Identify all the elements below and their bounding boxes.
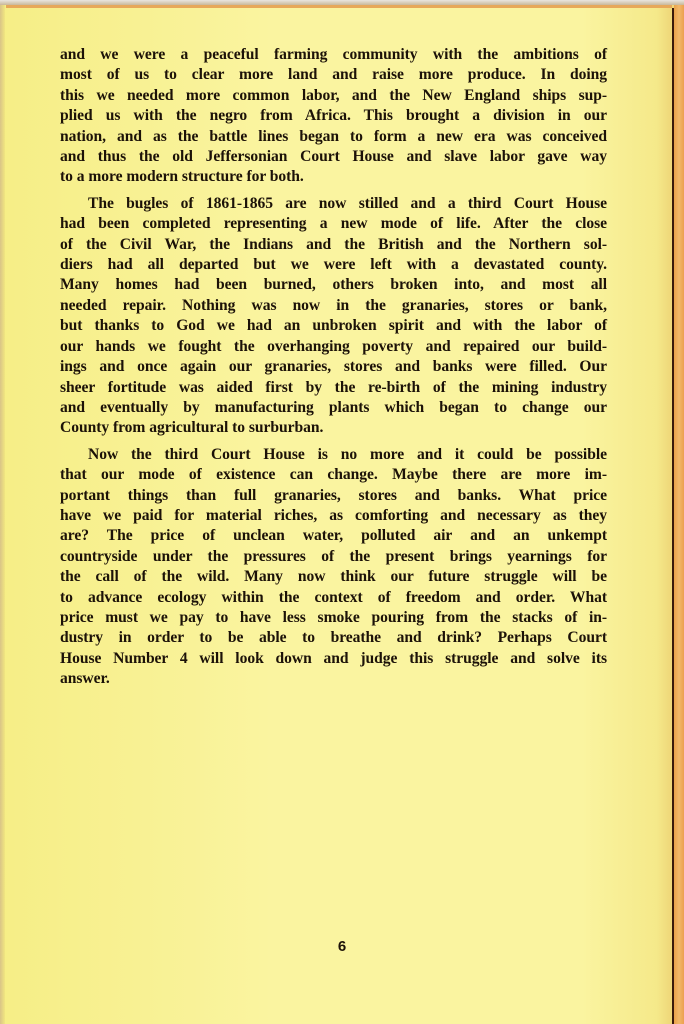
page-left-edge [0,5,5,1024]
page-number: 6 [337,938,347,955]
page-top-border [6,5,672,8]
text-line: had been completed representing a new mode of life. After the close [60,215,607,233]
text-line: to advance ecology within the context of freedom and order. What [60,588,607,606]
text-line: have we paid for material riches, as comforting and necessary as they [60,506,607,524]
text-line: to a more modern structure for both. [60,168,304,186]
text-line: sheer fortitude was aided first by the re-birth of the mining industry [60,378,607,396]
text-line: portant things than full granaries, stores and banks. What price [60,486,607,504]
text-line: this we needed more common labor, and the New England ships sup- [60,86,607,104]
text-line: nation, and as the battle lines began to form a new era was conceived [60,127,607,145]
text-line: that our mode of existence can change. Maybe there are more im- [60,466,607,484]
text-line: most of us to clear more land and raise more produce. In doing [60,66,607,84]
text-line: and eventually by manufacturing plants which began to change our [60,398,607,416]
text-line: but thanks to God we had an unbroken spirit and with the labor of [60,317,607,335]
body-text [60,45,607,696]
text-line: our hands we fought the overhanging poverty and repaired our build- [60,337,607,355]
text-line: of the Civil War, the Indians and the British and the Northern sol- [60,235,607,253]
text-line: dustry in order to be able to breathe and drink? Perhaps Court [60,629,607,647]
text-line: diers had all departed but we were left with a devastated county. [60,256,607,274]
text-line: countryside under the pressures of the present brings yearnings for [60,547,607,565]
paragraph-3 [60,445,607,690]
text-line: price must we pay to have less smoke pouring from the stacks of in- [60,608,607,626]
text-line: are? The price of unclean water, polluted air and an unkempt [60,527,607,545]
text-line: The bugles of 1861-1865 are now stilled and a third Court House [88,194,607,212]
text-line: plied us with the negro from Africa. This brought a division in our [60,107,607,125]
text-line: and we were a peaceful farming community with the ambitions of [60,46,607,63]
paragraph-1 [60,45,607,188]
text-line: ings and once again our granaries, stores and banks were filled. Our [60,358,607,376]
text-line: answer. [60,670,110,688]
text-line: County from agricultural to surburban. [60,419,324,437]
text-line: and thus the old Jeffersonian Court House and slave labor gave way [60,148,607,166]
book-cover-edge [674,5,684,1024]
text-line: Many homes had been burned, others broken into, and most all [60,276,607,294]
text-line: Now the third Court House is no more and it could be possible [88,445,607,463]
text-line: the call of the wild. Many now think our future struggle will be [60,568,607,586]
text-line: House Number 4 will look down and judge this struggle and solve its [60,649,607,667]
text-line: needed repair. Nothing was now in the granaries, stores or bank, [60,296,607,314]
paragraph-2 [60,194,607,439]
